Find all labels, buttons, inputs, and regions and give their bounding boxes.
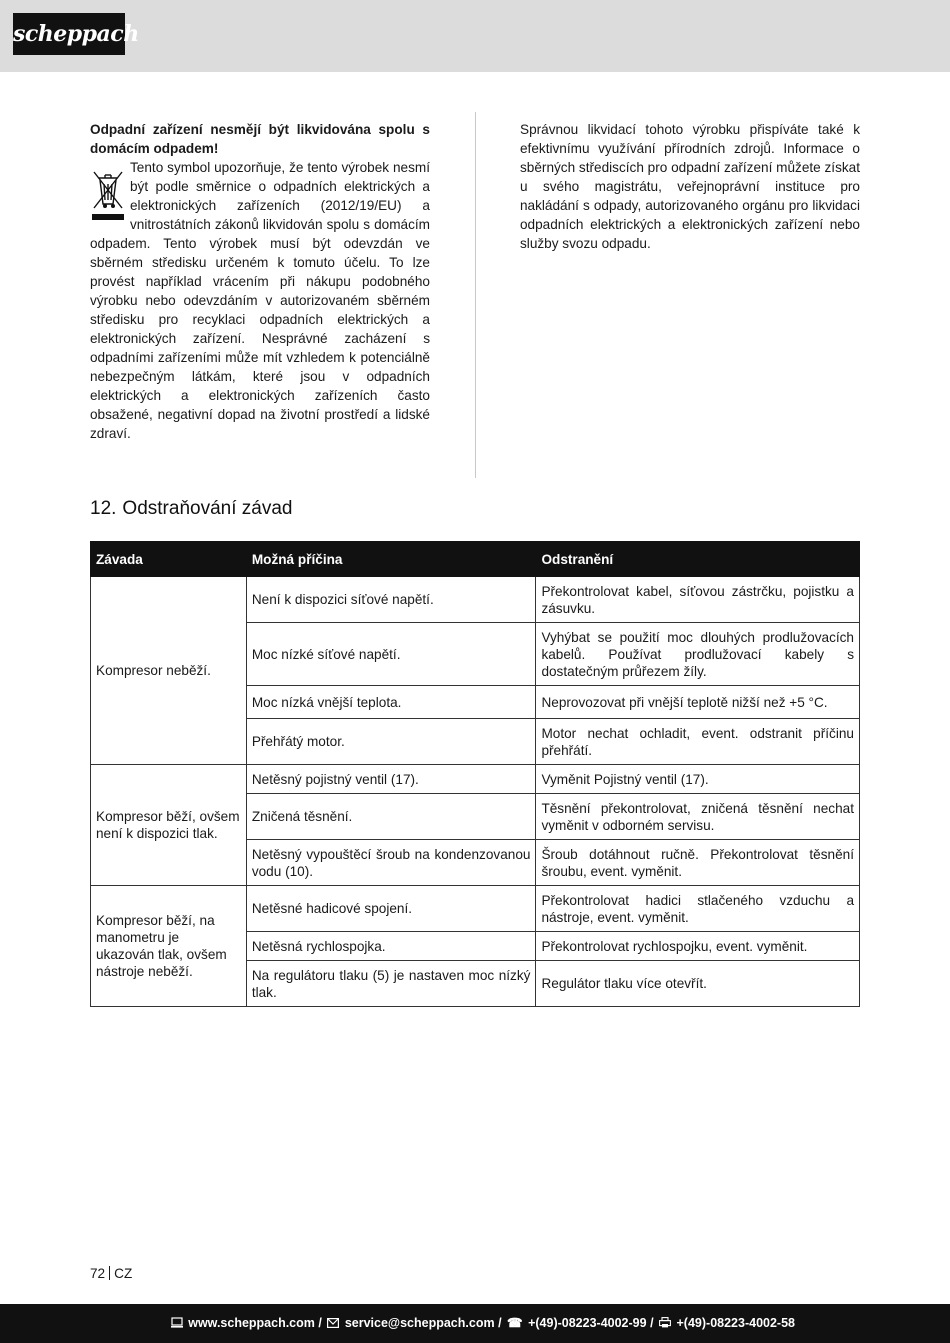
footer-separator: / [650,1316,658,1330]
fix-cell: Překontrolovat hadici stlačeného vzduchu a nástroje, event. vyměnit. [536,886,860,932]
section-title-text: Odstraňování závad [122,498,293,519]
page-footer [0,1304,950,1343]
fix-cell: Vyměnit Pojistný ventil (17). [536,765,860,794]
page-number-value: 72 [90,1266,106,1281]
disposal-left-column [90,120,430,443]
section-number: 12. [90,498,117,519]
cause-cell: Zničená těsnění. [246,794,536,840]
fix-cell: Překontrolovat rychlospojku, event. vyměnit. [536,932,860,961]
fax-icon [659,1304,671,1343]
troubleshooting-table [90,541,860,1007]
cause-cell: Netěsné hadicové spojení. [246,886,536,932]
weee-crossed-bin-icon [90,166,126,222]
fix-cell: Těsnění překontrolovat, zničená těsnění nechat vyměnit v odborném servisu. [536,794,860,840]
page-language: CZ [114,1266,133,1281]
cause-cell: Moc nízká vnější teplota. [246,686,536,719]
section-title [90,498,298,520]
table-row [91,577,860,623]
cause-cell: Není k dispozici síťové napětí. [246,577,536,623]
table-row [91,886,860,932]
page-header [0,0,950,72]
disposal-heading: Odpadní zařízení nesmějí být likvidována spolu s domácím odpadem! [90,122,430,156]
mail-icon [327,1304,339,1343]
phone-icon: ☎ [507,1316,523,1330]
fix-cell: Neprovozovat při vnější teplotě nižší než +5 °C. [536,686,860,719]
cause-cell: Netěsný vypouštěcí šroub na kondenzovanou vodu (10). [246,840,536,886]
cause-cell: Moc nízké síťové napětí. [246,623,536,686]
fault-cell: Kompresor běží, na manometru je ukazován tlak, ovšem nástroje neběží. [91,886,247,1007]
fault-cell: Kompresor neběží. [91,577,247,765]
cause-cell: Netěsná rychlospojka. [246,932,536,961]
fix-cell: Regulátor tlaku více otevřít. [536,961,860,1007]
table-header-row [91,542,860,577]
footer-separator: / [498,1316,506,1330]
email-link[interactable]: service@scheppach.com [344,1316,495,1330]
fix-cell: Šroub dotáhnout ručně. Překontrolovat těsnění šroubu, event. vyměnit. [536,840,860,886]
computer-icon [171,1304,183,1343]
header-fault: Závada [91,542,247,577]
fax-number: +(49)-08223-4002-58 [676,1316,795,1330]
table-row [91,765,860,794]
header-fix: Odstranění [536,542,860,577]
fix-cell: Překontrolovat kabel, síťovou zástrčku, pojistku a zásuvku. [536,577,860,623]
scheppach-logo: scheppach [13,13,125,55]
fix-cell: Vyhýbat se použití moc dlouhých prodlužovacích kabelů. Používat prodlužovací kabely s dostatečným průřezem žíly. [536,623,860,686]
cause-cell: Na regulátoru tlaku (5) je nastaven moc nízký tlak. [246,961,536,1007]
page-number [90,1266,132,1281]
cause-cell: Netěsný pojistný ventil (17). [246,765,536,794]
disposal-body: Tento symbol upozorňuje, že tento výrobek nesmí být podle směrnice o odpadních elektrických a elektronických zařízeních (2012/19/EU) a vnitrostátních zákonů likvidován spolu s domácím odpadem. Tento výrobek musí být odevzdán ve sběrném středisku určeném k tomuto účelu. To lze provést například vrácením při nákupu podobného výrobku nebo odevzdáním v autorizovaném sběrném středisku pro recyklaci odpadních elektrických a elektronických zařízení. Nesprávné zacházení s odpadními zařízeními může mít vzhledem k potenciálně nebezpečným látkám, které jsou v odpadních elektrických a elektronických zařízeních často obsažené, negativní dopad na životní prostředí a lidské zdraví. [90,160,430,441]
phone-number: +(49)-08223-4002-99 [528,1316,647,1330]
column-divider [475,112,476,478]
fault-cell: Kompresor běží, ovšem není k dispozici tlak. [91,765,247,886]
cause-cell: Přehřátý motor. [246,719,536,765]
footer-separator: / [318,1316,326,1330]
website-link[interactable]: www.scheppach.com [188,1316,315,1330]
disposal-right-body: Správnou likvidací tohoto výrobku přispíváte také k efektivnímu využívání přírodních zdrojů. Informace o sběrných střediscích pro odpadní zařízení můžete získat u svého magistrátu, veřejnoprávní instituce pro nakládání s odpady, autorizovaného orgánu pro likvidaci odpadních elektrických a elektronických zařízení nebo služby svozu odpadu. [520,122,861,251]
header-cause: Možná příčina [246,542,536,577]
page-number-separator [109,1266,110,1280]
fix-cell: Motor nechat ochladit, event. odstranit příčinu přehřátí. [536,719,860,765]
